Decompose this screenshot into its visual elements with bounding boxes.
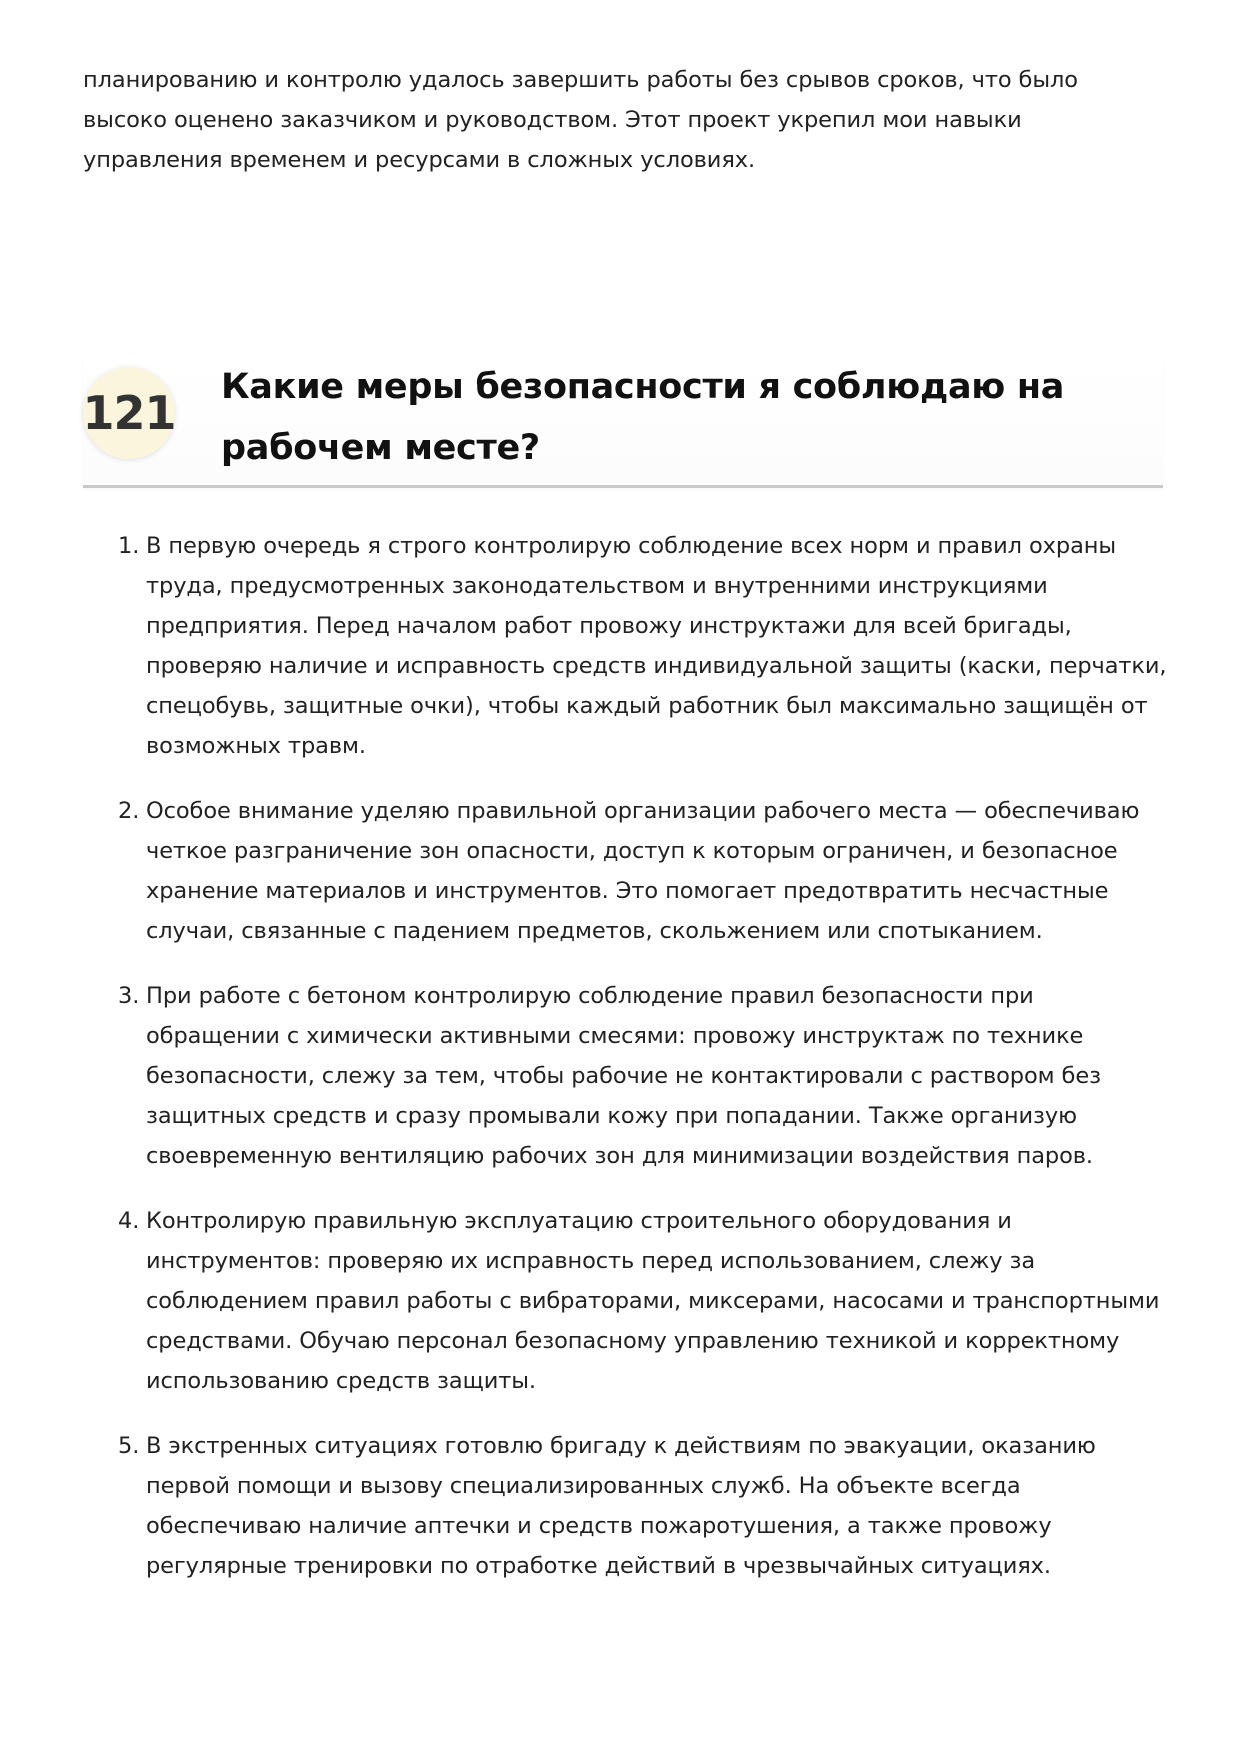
answer-text: В первую очередь я строго контролирую соблюдение всех норм и правил охраны труда, предусмотренных законодательством и внутренними инструкциями предприятия. Перед началом работ провожу инструктажи для всей бригады, проверяю наличие и исправность средств индивидуальной защиты (каски, перчатки, спецобувь, защитные очки), чтобы каждый работник был максимально защищён от возможных травм. bbox=[146, 533, 1167, 759]
answer-number: 5. bbox=[118, 1433, 140, 1459]
answer-number: 1. bbox=[118, 533, 140, 559]
answer-number: 4. bbox=[118, 1208, 140, 1234]
answer-text: Контролирую правильную эксплуатацию строительного оборудования и инструментов: проверяю их исправность перед использованием, слежу за соблюдением правил работы с вибраторами, миксерами, насосами и транспортными средствами. Обучаю персонал безопасному управлению техникой и корректному использованию средств защиты. bbox=[146, 1208, 1160, 1394]
answer-item-3 bbox=[118, 976, 1168, 1176]
question-number: 121 bbox=[82, 386, 176, 440]
intro-paragraph: планированию и контролю удалось завершить работы без срывов сроков, что было высоко оценено заказчиком и руководством. Этот проект укрепил мои навыки управления временем и ресурсами в сложных условиях. bbox=[83, 67, 1078, 173]
answer-item-2 bbox=[118, 791, 1168, 951]
answer-text: В экстренных ситуациях готовлю бригаду к действиям по эвакуации, оказанию первой помощи и вызову специализированных служб. На объекте всегда обеспечиваю наличие аптечки и средств пожаротушения, а также провожу регулярные тренировки по отработке действий в чрезвычайных ситуациях. bbox=[146, 1433, 1096, 1579]
answer-list bbox=[118, 526, 1168, 1611]
answer-item-4 bbox=[118, 1201, 1168, 1401]
question-title: Какие меры безопасности я соблюдаю на рабочем месте? bbox=[221, 367, 1065, 468]
answer-text: При работе с бетоном контролирую соблюдение правил безопасности при обращении с химически активными смесями: провожу инструктаж по технике безопасности, слежу за тем, чтобы рабочие не контактировали с раствором без защитных средств и сразу промывали кожу при попадании. Также организую своевременную вентиляцию рабочих зон для минимизации воздействия паров. bbox=[146, 983, 1101, 1169]
answer-item-1 bbox=[118, 526, 1168, 766]
question-header bbox=[83, 357, 1163, 488]
answer-number: 2. bbox=[118, 798, 140, 824]
question-number-badge bbox=[83, 367, 175, 459]
answer-text: Особое внимание уделяю правильной организации рабочего места — обеспечиваю четкое разграничение зон опасности, доступ к которым ограничен, и безопасное хранение материалов и инструментов. Это помогает предотвратить несчастные случаи, связанные с падением предметов, скольжением или спотыканием. bbox=[146, 798, 1140, 944]
answer-number: 3. bbox=[118, 983, 140, 1009]
answer-item-5 bbox=[118, 1426, 1168, 1586]
